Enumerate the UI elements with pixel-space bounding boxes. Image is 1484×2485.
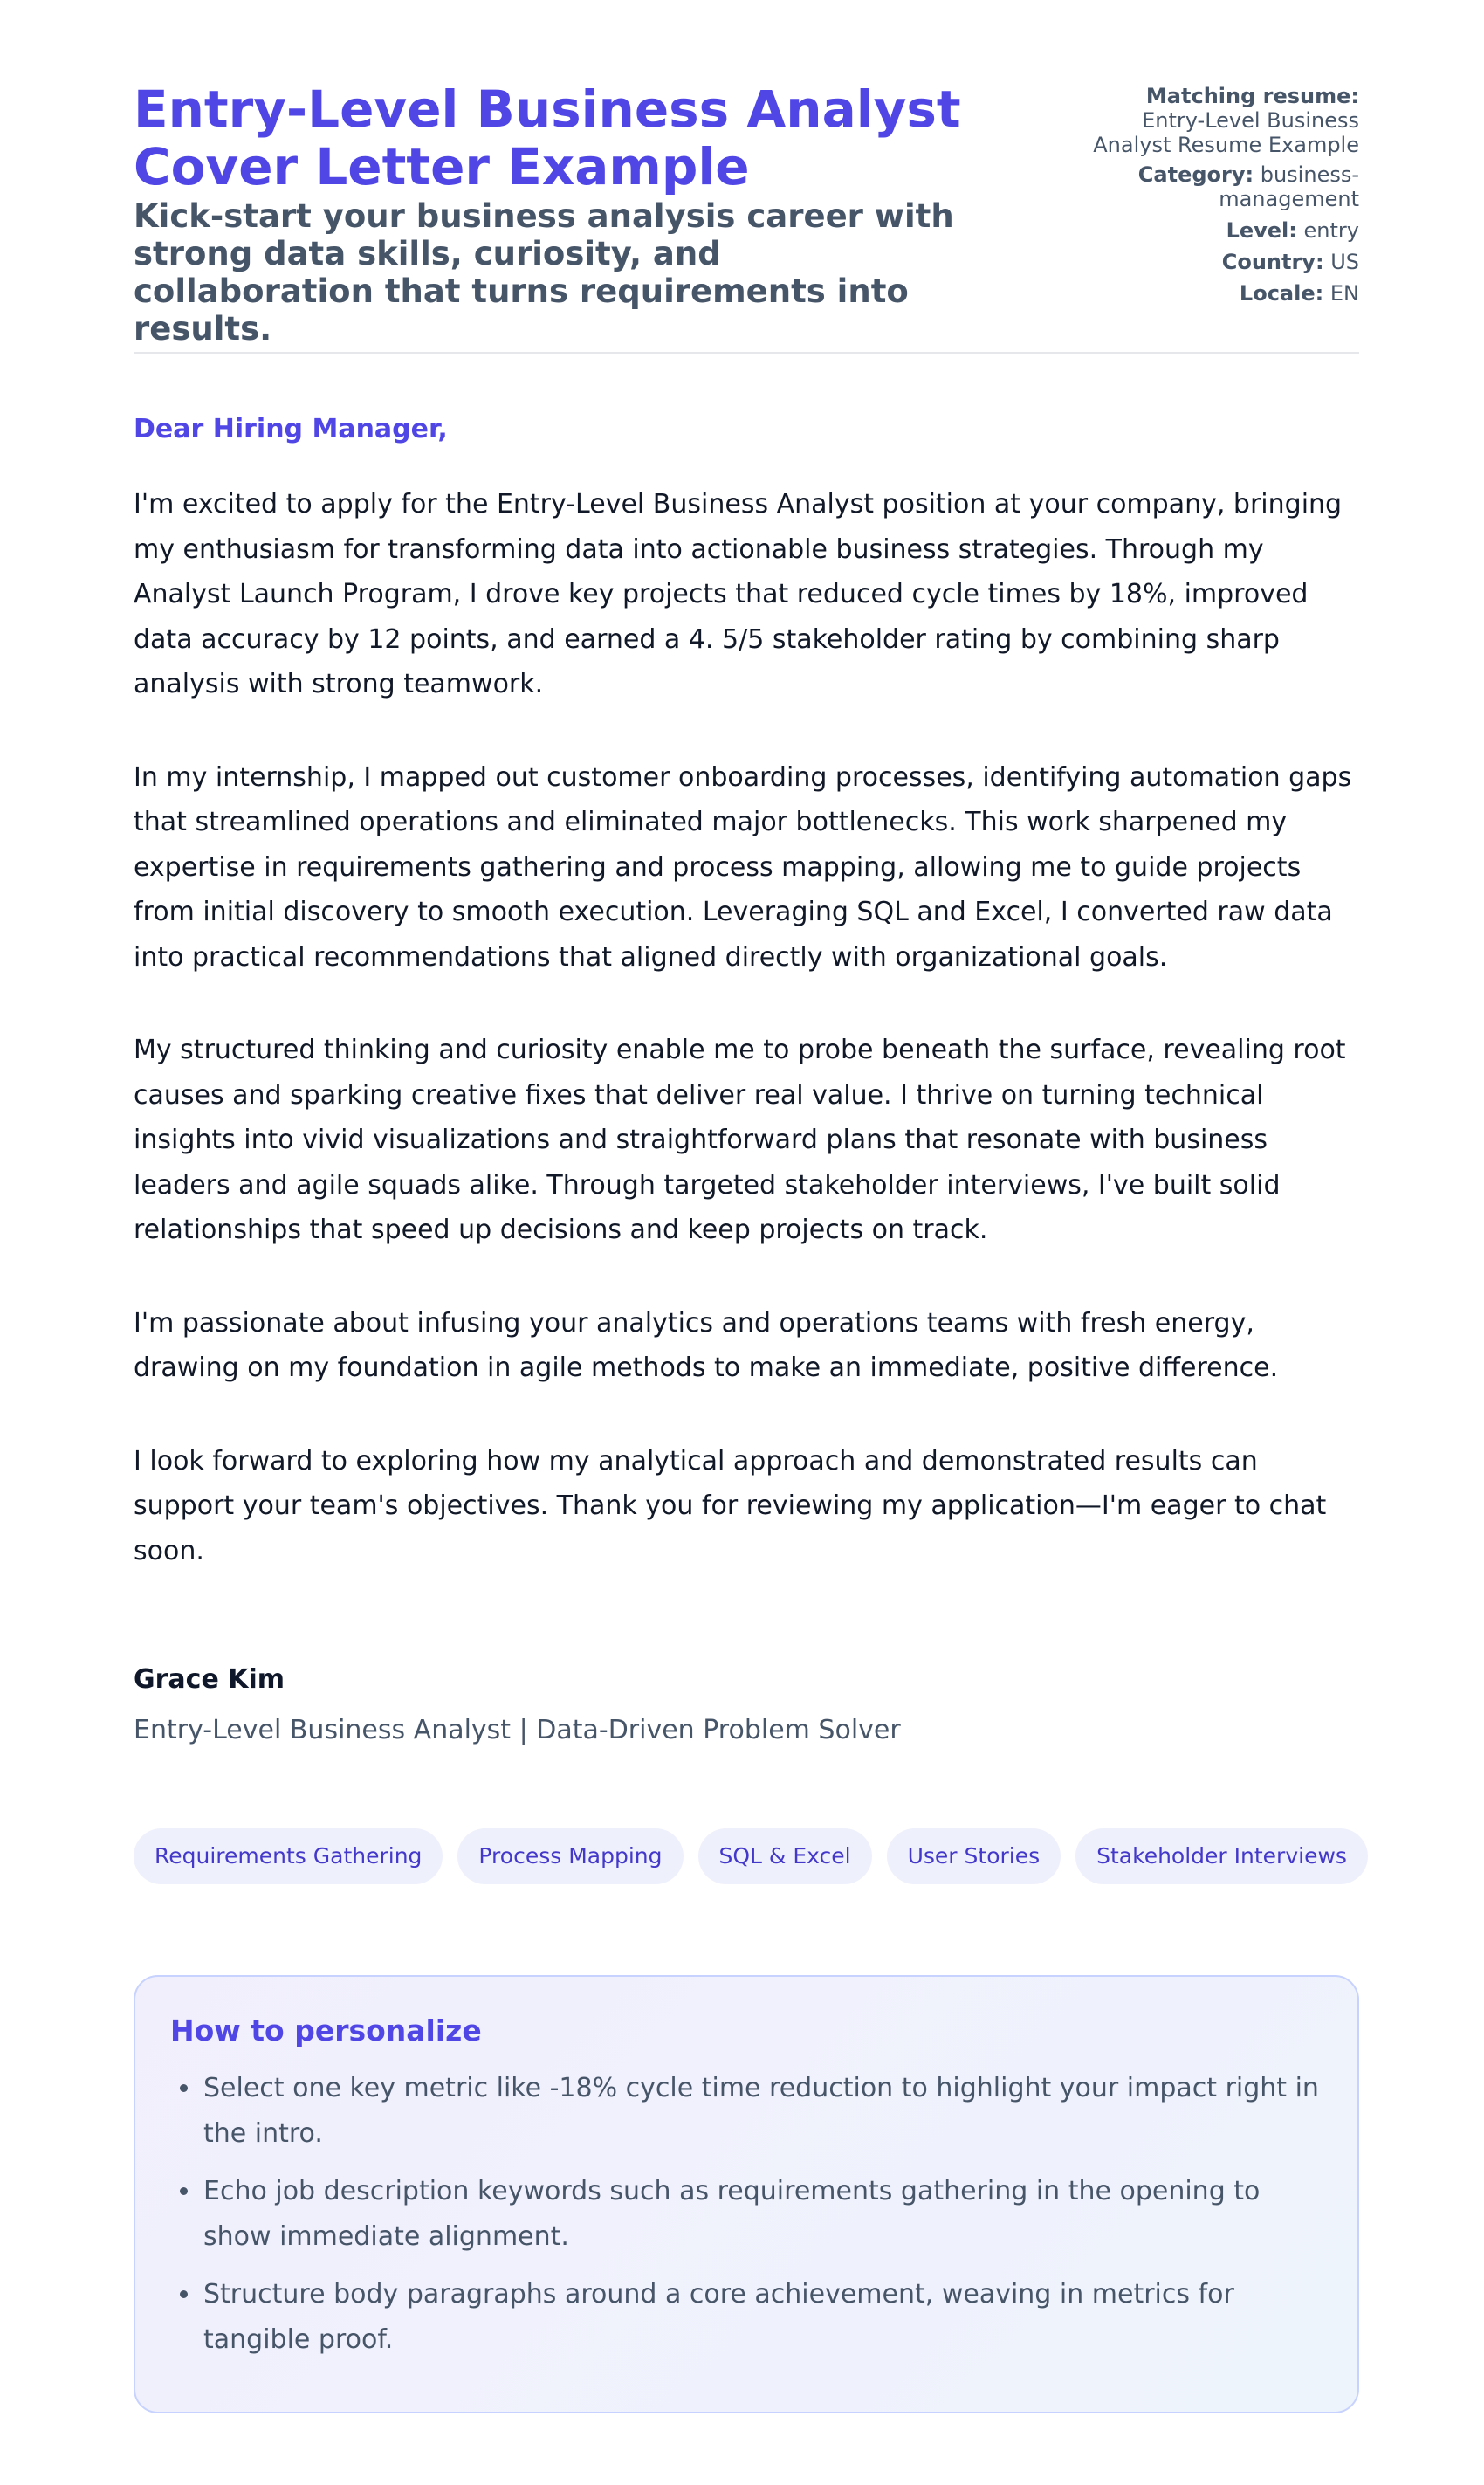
personalize-tips-box <box>134 1975 1359 2413</box>
letter-body <box>134 482 1364 1621</box>
skill-tag[interactable]: SQL & Excel <box>698 1828 872 1884</box>
meta-level-value: entry <box>1303 218 1359 243</box>
header-divider <box>134 352 1359 354</box>
letter-paragraph: I'm passionate about infusing your analytics and operations teams with fresh energy, drawing on my foundation in agile methods to make an immediate, positive difference. <box>134 1307 1279 1383</box>
meta-country-label: Country: <box>1221 250 1324 274</box>
skill-tag[interactable]: Stakeholder Interviews <box>1075 1828 1368 1884</box>
meta-country-value: US <box>1330 250 1359 274</box>
meta-level <box>1071 218 1359 243</box>
meta-locale-value: EN <box>1329 281 1359 306</box>
meta-country <box>1071 250 1359 274</box>
skill-tag[interactable]: Requirements Gathering <box>134 1828 443 1884</box>
letter-paragraph: I'm excited to apply for the Entry-Level Business Analyst position at your company, bringing my enthusiasm for transforming data into actionable business strategies. Through my Analyst Launch Program, I drove key projects that reduced cycle times by 18%, improved data accuracy by 12 points, and earned a 4. 5/5 stakeholder rating by combining sharp analysis with strong teamwork. <box>134 489 1343 699</box>
letter-paragraph: In my internship, I mapped out customer onboarding processes, identifying automation gaps that streamlined operations and eliminated major bottlenecks. This work sharpened my expertise in requirements gathering and process mapping, allowing me to guide projects from initial discovery to smooth execution. Leveraging SQL and Excel, I converted raw data into practical recommendations that aligned directly with organizational goals. <box>134 761 1352 973</box>
page-subtitle: Kick-start your business analysis career with strong data skills, curiosity, and collaboration that turns requirements into results. <box>134 197 954 348</box>
meta-locale-label: Locale: <box>1239 281 1324 306</box>
letter-paragraph: I look forward to exploring how my analytical approach and demonstrated results can support your team's objectives. Thank you for reviewing my application—I'm eager to chat soon. <box>134 1445 1327 1566</box>
meta-category-value: business-management <box>1219 162 1359 211</box>
tips-list-item: • Structure body paragraphs around a core achievement, weaving in metrics for tangible proof. <box>202 2272 1323 2362</box>
skill-tags <box>134 1828 1368 1884</box>
tips-list-item: • Echo job description keywords such as requirements gathering in the opening to show immediate alignment. <box>202 2169 1323 2259</box>
salutation: Dear Hiring Manager, <box>134 414 448 444</box>
letter-paragraph: My structured thinking and curiosity enable me to probe beneath the surface, revealing root causes and sparking creative fixes that deliver real value. I thrive on turning technical insights into vivid visualizations and straightforward plans that resonate with business leaders and agile squads alike. Through targeted stakeholder interviews, I've built solid relationships that speed up decisions and keep projects on track. <box>134 1035 1346 1245</box>
tips-title: How to personalize <box>170 2013 482 2048</box>
tips-list <box>170 2066 1323 2362</box>
signature-name: Grace Kim <box>134 1664 285 1695</box>
skill-tag[interactable]: Process Mapping <box>457 1828 683 1884</box>
meta-matching-resume-label: Matching resume: <box>1145 84 1359 108</box>
meta-panel <box>1071 84 1359 313</box>
meta-locale <box>1071 281 1359 306</box>
meta-matching-resume <box>1071 84 1359 157</box>
page-title: Entry-Level Business Analyst Cover Letter Example <box>134 79 961 196</box>
meta-category-label: Category: <box>1137 162 1254 187</box>
signature-role: Entry-Level Business Analyst | Data-Driven Problem Solver <box>134 1715 901 1745</box>
meta-category <box>1071 162 1359 211</box>
meta-matching-resume-value[interactable]: Entry-Level Business Analyst Resume Example <box>1093 108 1359 157</box>
skill-tag[interactable]: User Stories <box>887 1828 1061 1884</box>
tips-list-item: • Select one key metric like -18% cycle time reduction to highlight your impact right in the intro. <box>202 2066 1323 2156</box>
meta-level-label: Level: <box>1226 218 1297 243</box>
